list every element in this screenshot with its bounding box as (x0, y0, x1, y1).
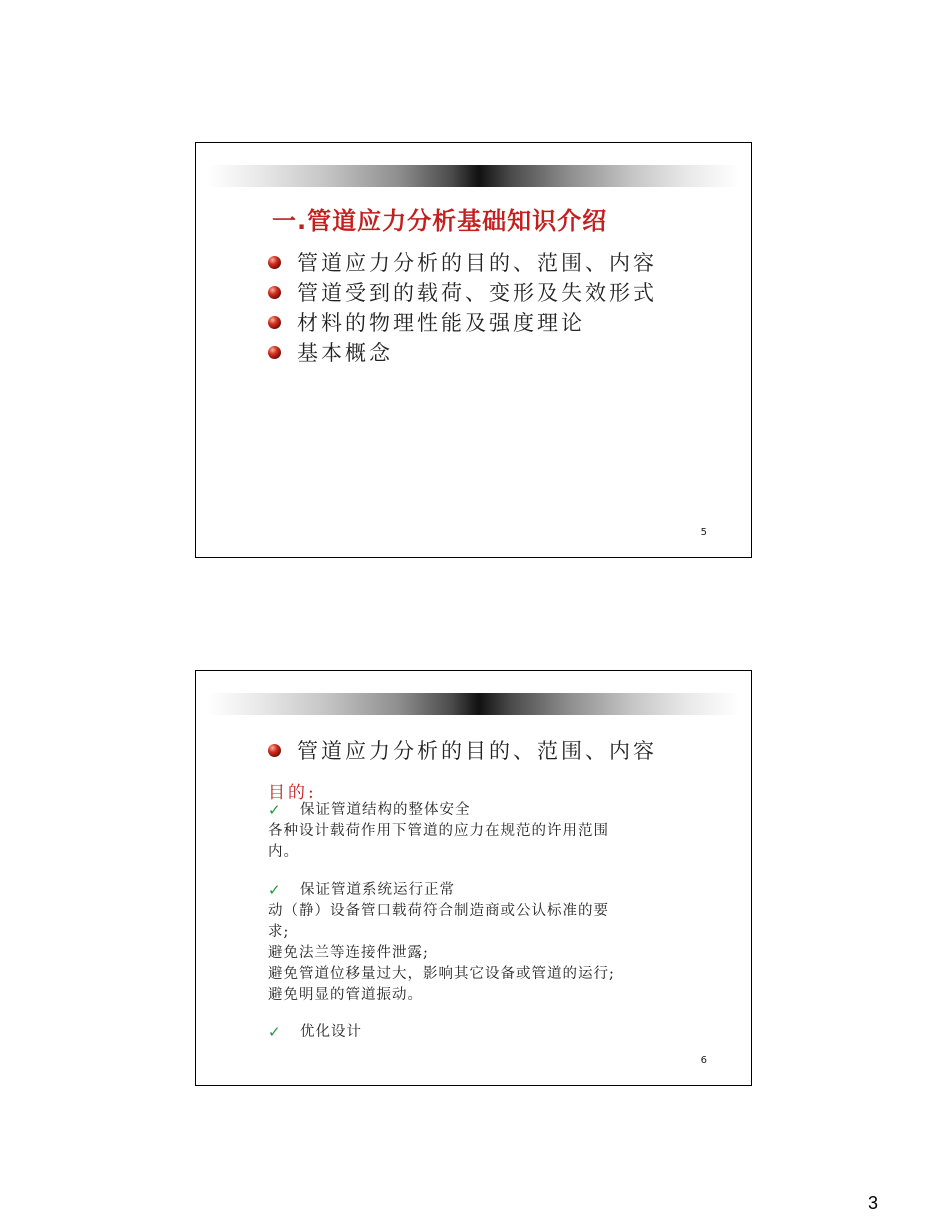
check-item (268, 800, 708, 821)
bullet-item (268, 337, 657, 367)
section-heading: 目的: (268, 783, 317, 803)
check-item (268, 880, 708, 901)
header-gradient-bar (208, 693, 739, 715)
red-sphere-bullet-icon (268, 286, 281, 299)
bullet-item (268, 277, 657, 307)
item-block (268, 880, 708, 1006)
red-sphere-bullet-icon (268, 316, 281, 329)
item-line: 内。 (268, 844, 299, 860)
red-sphere-bullet-icon (268, 256, 281, 269)
bullet-item (268, 247, 657, 277)
item-heading: 保证管道系统运行正常 (300, 882, 455, 898)
red-sphere-bullet-icon (268, 346, 281, 359)
item-line: 动（静）设备管口载荷符合制造商或公认标准的要 (268, 903, 609, 919)
check-item (268, 1022, 708, 1043)
slide-title: 一.管道应力分析基础知识介绍 (272, 207, 608, 235)
bullet-item (268, 735, 657, 765)
page-number: 3 (868, 1193, 879, 1213)
item-line: 求; (268, 924, 290, 940)
bullet-list (268, 247, 657, 367)
item-heading: 优化设计 (300, 1024, 362, 1040)
bullet-item (268, 307, 657, 337)
check-icon: ✓ (268, 881, 282, 899)
bullet-list (268, 735, 657, 765)
item-heading: 保证管道结构的整体安全 (300, 802, 471, 818)
item-block (268, 1022, 708, 1043)
item-line: 避免法兰等连接件泄露; (268, 945, 429, 961)
slide-5 (195, 142, 752, 558)
bullet-text: 材料的物理性能及强度理论 (297, 311, 585, 335)
check-icon: ✓ (268, 1023, 282, 1041)
item-line: 各种设计载荷作用下管道的应力在规范的许用范围 (268, 823, 609, 839)
slide-6 (195, 670, 752, 1086)
item-block (268, 800, 708, 863)
slide-number: 6 (700, 1055, 707, 1066)
check-icon: ✓ (268, 801, 282, 819)
item-line: 避免管道位移量过大，影响其它设备或管道的运行; (268, 966, 615, 982)
slide-number: 5 (700, 527, 707, 538)
header-gradient-bar (208, 165, 739, 187)
bullet-text: 管道应力分析的目的、范围、内容 (297, 251, 657, 275)
bullet-text: 基本概念 (297, 341, 393, 365)
bullet-text: 管道应力分析的目的、范围、内容 (297, 739, 657, 763)
item-line: 避免明显的管道振动。 (268, 987, 423, 1003)
bullet-text: 管道受到的载荷、变形及失效形式 (297, 281, 657, 305)
red-sphere-bullet-icon (268, 744, 281, 757)
